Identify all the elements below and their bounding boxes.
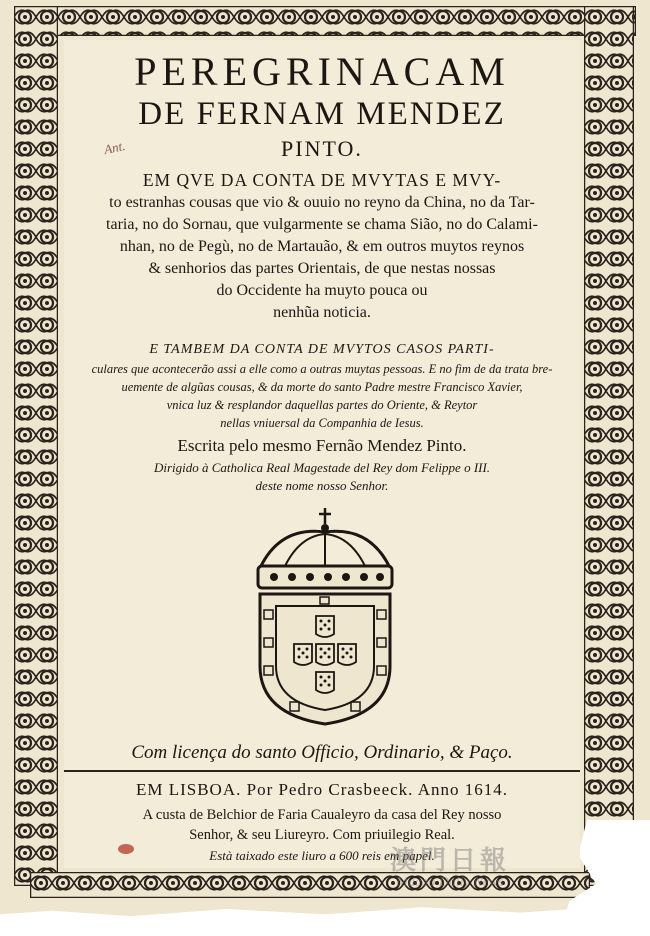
ink-stain <box>118 844 134 854</box>
description-line: & senhorios das partes Orientais, de que nestas nossas <box>148 260 496 277</box>
imprint-line: EM LISBOA. Por Pedro Crasbeeck. Anno 1614. <box>135 780 509 799</box>
title-line-2: DE FERNAM MENDEZ <box>138 96 506 132</box>
dedication-line: Dirigido à Catholica Real Magestade del Rey dom Felippe o III. <box>153 460 491 475</box>
description-line: nenhũa noticia. <box>273 304 371 321</box>
description2-line: nellas vniuersal da Companhia de Iesus. <box>220 416 424 430</box>
watermark <box>330 840 570 891</box>
description-line: to estranhas cousas que vio & ouuio no reyno da China, no da Tar- <box>109 194 535 211</box>
torn-bottom-edge <box>0 900 650 936</box>
watermark-english: Macao Daily News <box>396 875 504 890</box>
description2-heading: E TAMBEM DA CONTA DE MVYTOS CASOS PARTI- <box>149 342 495 357</box>
license-line: Com licença do santo Officio, Ordinario, & Paço. <box>131 742 513 763</box>
author-line: Escrita pelo mesmo Fernão Mendez Pinto. <box>177 436 467 455</box>
description2-line: uemente de algũas cousas, & da morte do santo Padre mestre Francisco Xavier, <box>121 380 523 394</box>
ornamental-border-top <box>14 6 636 36</box>
ornamental-border-left <box>14 6 58 886</box>
description2-line: vnica luz & resplandor daquellas partes do Oriente, & Reytor <box>166 398 478 412</box>
description-line: do Occidente ha muyto pouca ou <box>216 282 428 299</box>
publisher-line: Senhor, & seu Liureyro. Com priuilegio Real. <box>189 827 455 843</box>
text-block <box>64 40 580 868</box>
watermark-chinese: 澳門日報 <box>389 846 510 875</box>
dedication-line: deste nome nosso Senhor. <box>255 478 389 493</box>
publisher-line: A custa de Belchior de Faria Caualeyro da casa del Rey nosso <box>142 807 502 823</box>
title-line-1: PEREGRINACAM <box>134 49 510 94</box>
ornamental-border-right <box>584 6 634 886</box>
price-line: Està taixado este liuro a 600 reis em papel. <box>209 848 435 863</box>
description-line: nhan, no de Pegù, no de Martauão, & em outros muytos reynos <box>119 238 525 255</box>
title-line-3: PINTO. <box>281 136 363 161</box>
description-line: taria, no do Sornau, que vulgarmente se chama Sião, no do Calami- <box>106 216 538 233</box>
description-heading: EM QVE DA CONTA DE MVYTAS E MVY- <box>142 170 502 190</box>
description2-line: culares que acontecerão assi a elle como a outras muytas pessoas. E no fim de da trata bre- <box>91 362 553 376</box>
divider <box>64 770 580 772</box>
coat-of-arms <box>240 506 410 728</box>
margin-annotation: Ant. <box>102 137 127 158</box>
